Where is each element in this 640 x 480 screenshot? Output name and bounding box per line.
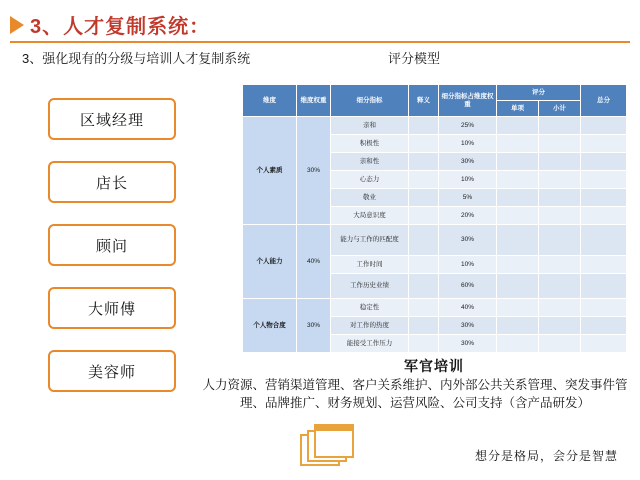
th-dimension: 维度: [243, 85, 297, 117]
cell-sub-weight: 40%: [439, 299, 497, 317]
cell-definition: [409, 135, 439, 153]
cell-sub-weight: 20%: [439, 207, 497, 225]
cell-score-single: [497, 135, 539, 153]
cell-sub-weight: 10%: [439, 135, 497, 153]
cell-sub-weight: 10%: [439, 256, 497, 274]
cell-dimension-weight: 40%: [297, 225, 331, 299]
slide-header: [0, 8, 640, 44]
cell-sub-index: 积极性: [331, 135, 409, 153]
table-row: [243, 117, 627, 135]
cell-dimension: 个人素质: [243, 117, 297, 225]
cell-definition: [409, 153, 439, 171]
th-score: 评分: [497, 85, 581, 101]
cell-definition: [409, 171, 439, 189]
th-sub-weight: 细分指标占维度权重: [439, 85, 497, 117]
role-label: 区域经理: [79, 111, 144, 129]
cell-sub-index: 亲和: [331, 117, 409, 135]
role-label: 顾问: [95, 237, 128, 255]
cell-total: [581, 153, 627, 171]
cell-dimension: 个人能力: [243, 225, 297, 299]
th-definition: 释义: [409, 85, 439, 117]
scoring-table-body: [243, 117, 627, 353]
cell-score-subtotal: [539, 171, 581, 189]
role-box-regional-manager[interactable]: [48, 98, 176, 140]
header-divider: [10, 41, 630, 43]
cell-total: [581, 117, 627, 135]
cell-score-subtotal: [539, 299, 581, 317]
cell-sub-weight: 30%: [439, 317, 497, 335]
cell-sub-weight: 25%: [439, 117, 497, 135]
table-header-row-1: [243, 85, 627, 101]
cell-definition: [409, 317, 439, 335]
cell-total: [581, 317, 627, 335]
cell-sub-weight: 5%: [439, 189, 497, 207]
cell-sub-index: 稳定性: [331, 299, 409, 317]
cell-score-subtotal: [539, 135, 581, 153]
cell-score-single: [497, 225, 539, 256]
page-sheet-tab-icon: [314, 424, 354, 431]
th-score-subtotal: 小计: [539, 101, 581, 117]
cell-total: [581, 171, 627, 189]
cell-definition: [409, 274, 439, 299]
th-score-single: 单项: [497, 101, 539, 117]
th-total: 总分: [581, 85, 627, 117]
cell-total: [581, 207, 627, 225]
cell-score-single: [497, 256, 539, 274]
cell-total: [581, 274, 627, 299]
role-list: [48, 98, 178, 413]
table-row: [243, 225, 627, 256]
cell-definition: [409, 189, 439, 207]
cell-sub-index: 大局意识度: [331, 207, 409, 225]
cell-score-single: [497, 153, 539, 171]
cell-total: [581, 256, 627, 274]
cell-score-subtotal: [539, 274, 581, 299]
footer-note: 想分是格局，会分是智慧: [474, 449, 618, 463]
cell-total: [581, 299, 627, 317]
cell-score-subtotal: [539, 225, 581, 256]
cell-sub-index: 能力与工作的匹配度: [331, 225, 409, 256]
cell-total: [581, 335, 627, 353]
cell-dimension-weight: 30%: [297, 117, 331, 225]
cell-score-subtotal: [539, 189, 581, 207]
cell-definition: [409, 225, 439, 256]
bottom-section-title: 军官培训: [404, 358, 464, 374]
cell-score-single: [497, 171, 539, 189]
cell-sub-index: 敬业: [331, 189, 409, 207]
cell-score-single: [497, 117, 539, 135]
cell-sub-index: 工作时间: [331, 256, 409, 274]
cell-score-single: [497, 274, 539, 299]
cell-definition: [409, 117, 439, 135]
cell-score-single: [497, 189, 539, 207]
cell-sub-weight: 60%: [439, 274, 497, 299]
cell-sub-index: 心态力: [331, 171, 409, 189]
cell-score-single: [497, 207, 539, 225]
cell-sub-weight: 30%: [439, 225, 497, 256]
role-label: 美容师: [87, 363, 136, 381]
cell-sub-index: 亲和性: [331, 153, 409, 171]
role-box-consultant[interactable]: [48, 224, 176, 266]
cell-score-subtotal: [539, 256, 581, 274]
role-label: 大师傅: [87, 300, 136, 318]
cell-score-subtotal: [539, 335, 581, 353]
cell-total: [581, 225, 627, 256]
scoring-table-wrapper: [242, 84, 626, 353]
subtitle-text: 3、强化现有的分级与培训人才复制系统: [22, 51, 251, 66]
cell-score-subtotal: [539, 117, 581, 135]
cell-score-single: [497, 317, 539, 335]
cell-sub-index: 对工作的热度: [331, 317, 409, 335]
triangle-right-icon: [10, 16, 24, 34]
cell-definition: [409, 335, 439, 353]
stacked-pages-icon: [300, 424, 360, 468]
cell-score-single: [497, 335, 539, 353]
cell-sub-weight: 30%: [439, 335, 497, 353]
cell-score-subtotal: [539, 207, 581, 225]
role-box-beautician[interactable]: [48, 350, 176, 392]
model-label: 评分模型: [388, 51, 441, 66]
cell-sub-weight: 10%: [439, 171, 497, 189]
role-box-master[interactable]: [48, 287, 176, 329]
scoring-table: [242, 84, 627, 353]
cell-dimension-weight: 30%: [297, 299, 331, 353]
th-sub-index: 细分指标: [331, 85, 409, 117]
bottom-section-body: 人力资源、营销渠道管理、客户关系维护、内外部公共关系管理、突发事件管理、品牌推广、财务规划、运营风险、公司支持（含产品研发）: [202, 378, 628, 411]
role-box-store-manager[interactable]: [48, 161, 176, 203]
cell-total: [581, 189, 627, 207]
cell-dimension: 个人物合度: [243, 299, 297, 353]
th-dimension-weight: 维度权重: [297, 85, 331, 117]
cell-sub-index: 能接受工作压力: [331, 335, 409, 353]
table-row: [243, 299, 627, 317]
cell-score-subtotal: [539, 317, 581, 335]
page-title: 3、人才复制系统：: [30, 16, 211, 38]
cell-score-single: [497, 299, 539, 317]
cell-definition: [409, 207, 439, 225]
cell-definition: [409, 299, 439, 317]
cell-total: [581, 135, 627, 153]
role-label: 店长: [95, 174, 128, 192]
cell-sub-weight: 30%: [439, 153, 497, 171]
cell-score-subtotal: [539, 153, 581, 171]
cell-definition: [409, 256, 439, 274]
cell-sub-index: 工作历史业绩: [331, 274, 409, 299]
